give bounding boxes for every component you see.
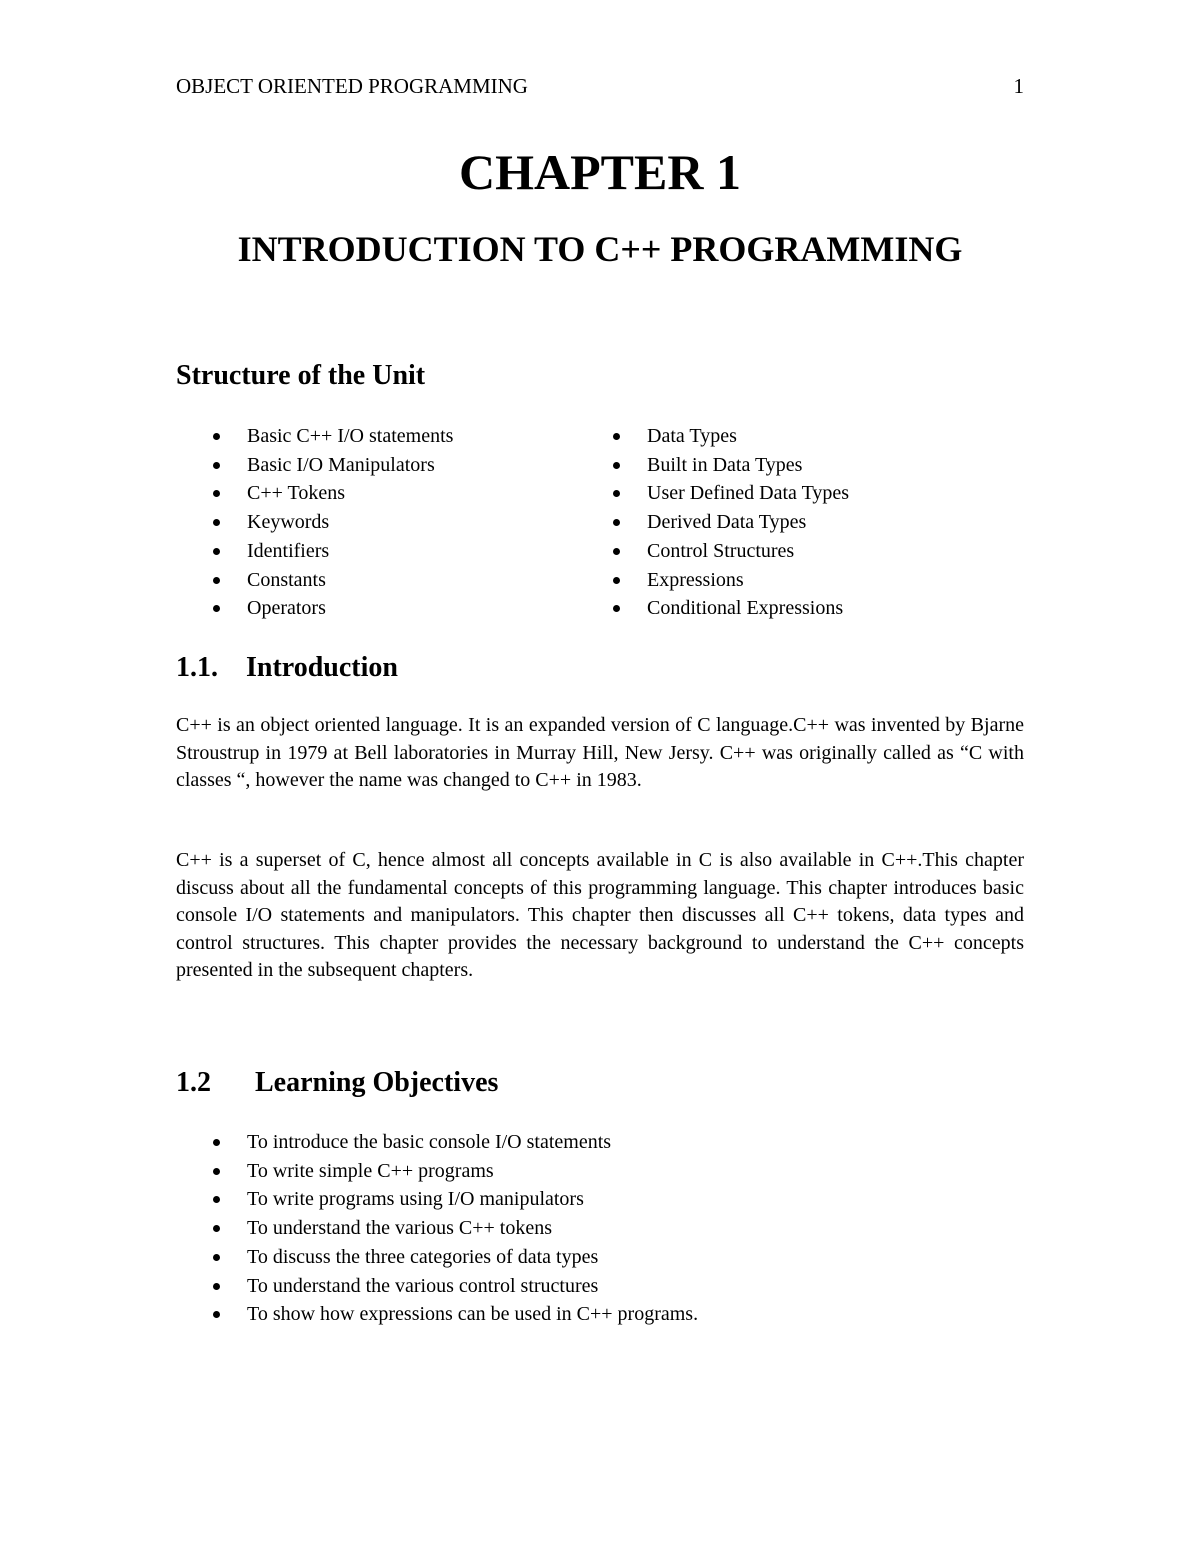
- introduction-paragraph-2: C++ is a superset of C, hence almost all concepts available in C is also available in C++.This chapter discuss about all the fundamental concepts of this programming language. This chapter introduces basic console I/O statements and manipulators. This chapter then discusses all C++ tokens, data types and control structures. This chapter provides the necessary background to understand the C++ concepts presented in the subsequent chapters.: [176, 849, 1024, 981]
- objectives-list: [213, 1128, 698, 1329]
- bullet-icon: [213, 605, 220, 612]
- list-item: Basic I/O Manipulators: [213, 451, 453, 480]
- list-item: To write simple C++ programs: [213, 1157, 698, 1186]
- chapter-title: INTRODUCTION TO C++ PROGRAMMING: [237, 229, 963, 269]
- introduction-paragraph-1: C++ is an object oriented language. It is an expanded version of C language.C++ was invented by Bjarne Stroustrup in 1979 at Bell laboratories in Murray Hill, New Jersy. C++ was originally called as “C with classes “, however the name was changed to C++ in 1983.: [176, 714, 1024, 791]
- bullet-icon: [213, 1254, 220, 1261]
- bullet-icon: [213, 1283, 220, 1290]
- structure-list-right: [613, 422, 849, 623]
- list-item: Derived Data Types: [613, 508, 849, 537]
- list-item: To discuss the three categories of data types: [213, 1243, 698, 1272]
- bullet-icon: [613, 577, 620, 584]
- bullet-icon: [213, 490, 220, 497]
- list-item: Constants: [213, 566, 453, 595]
- list-item: Operators: [213, 594, 453, 623]
- bullet-icon: [613, 605, 620, 612]
- bullet-icon: [213, 1196, 220, 1203]
- bullet-icon: [213, 519, 220, 526]
- section-number: 1.2: [176, 1067, 211, 1098]
- list-item: To show how expressions can be used in C++ programs.: [213, 1300, 698, 1329]
- structure-list-left: [213, 422, 453, 623]
- bullet-icon: [213, 433, 220, 440]
- bullet-icon: [213, 577, 220, 584]
- list-item: Keywords: [213, 508, 453, 537]
- section-number: 1.1.: [176, 652, 218, 683]
- list-item: To write programs using I/O manipulators: [213, 1185, 698, 1214]
- bullet-icon: [213, 548, 220, 555]
- list-item: Basic C++ I/O statements: [213, 422, 453, 451]
- bullet-icon: [213, 1311, 220, 1318]
- list-item: Expressions: [613, 566, 849, 595]
- bullet-icon: [613, 433, 620, 440]
- chapter-label: CHAPTER 1: [459, 144, 741, 200]
- section-title: Learning Objectives: [255, 1067, 499, 1098]
- objectives-heading: [176, 1066, 498, 1100]
- bullet-icon: [613, 519, 620, 526]
- list-item: Control Structures: [613, 537, 849, 566]
- bullet-icon: [213, 1168, 220, 1175]
- bullet-icon: [213, 462, 220, 469]
- list-item: To introduce the basic console I/O statements: [213, 1128, 698, 1157]
- running-title: OBJECT ORIENTED PROGRAMMING: [176, 74, 528, 98]
- structure-heading: Structure of the Unit: [176, 360, 426, 391]
- list-item: C++ Tokens: [213, 479, 453, 508]
- introduction-heading: [176, 651, 398, 685]
- list-item: Data Types: [613, 422, 849, 451]
- bullet-icon: [213, 1139, 220, 1146]
- list-item: Identifiers: [213, 537, 453, 566]
- bullet-icon: [613, 490, 620, 497]
- bullet-icon: [613, 462, 620, 469]
- list-item: Built in Data Types: [613, 451, 849, 480]
- list-item: User Defined Data Types: [613, 479, 849, 508]
- list-item: To understand the various control structures: [213, 1272, 698, 1301]
- page-number: 1: [1013, 74, 1024, 98]
- section-title: Introduction: [246, 652, 398, 683]
- list-item: To understand the various C++ tokens: [213, 1214, 698, 1243]
- list-item: Conditional Expressions: [613, 594, 849, 623]
- bullet-icon: [213, 1225, 220, 1232]
- bullet-icon: [613, 548, 620, 555]
